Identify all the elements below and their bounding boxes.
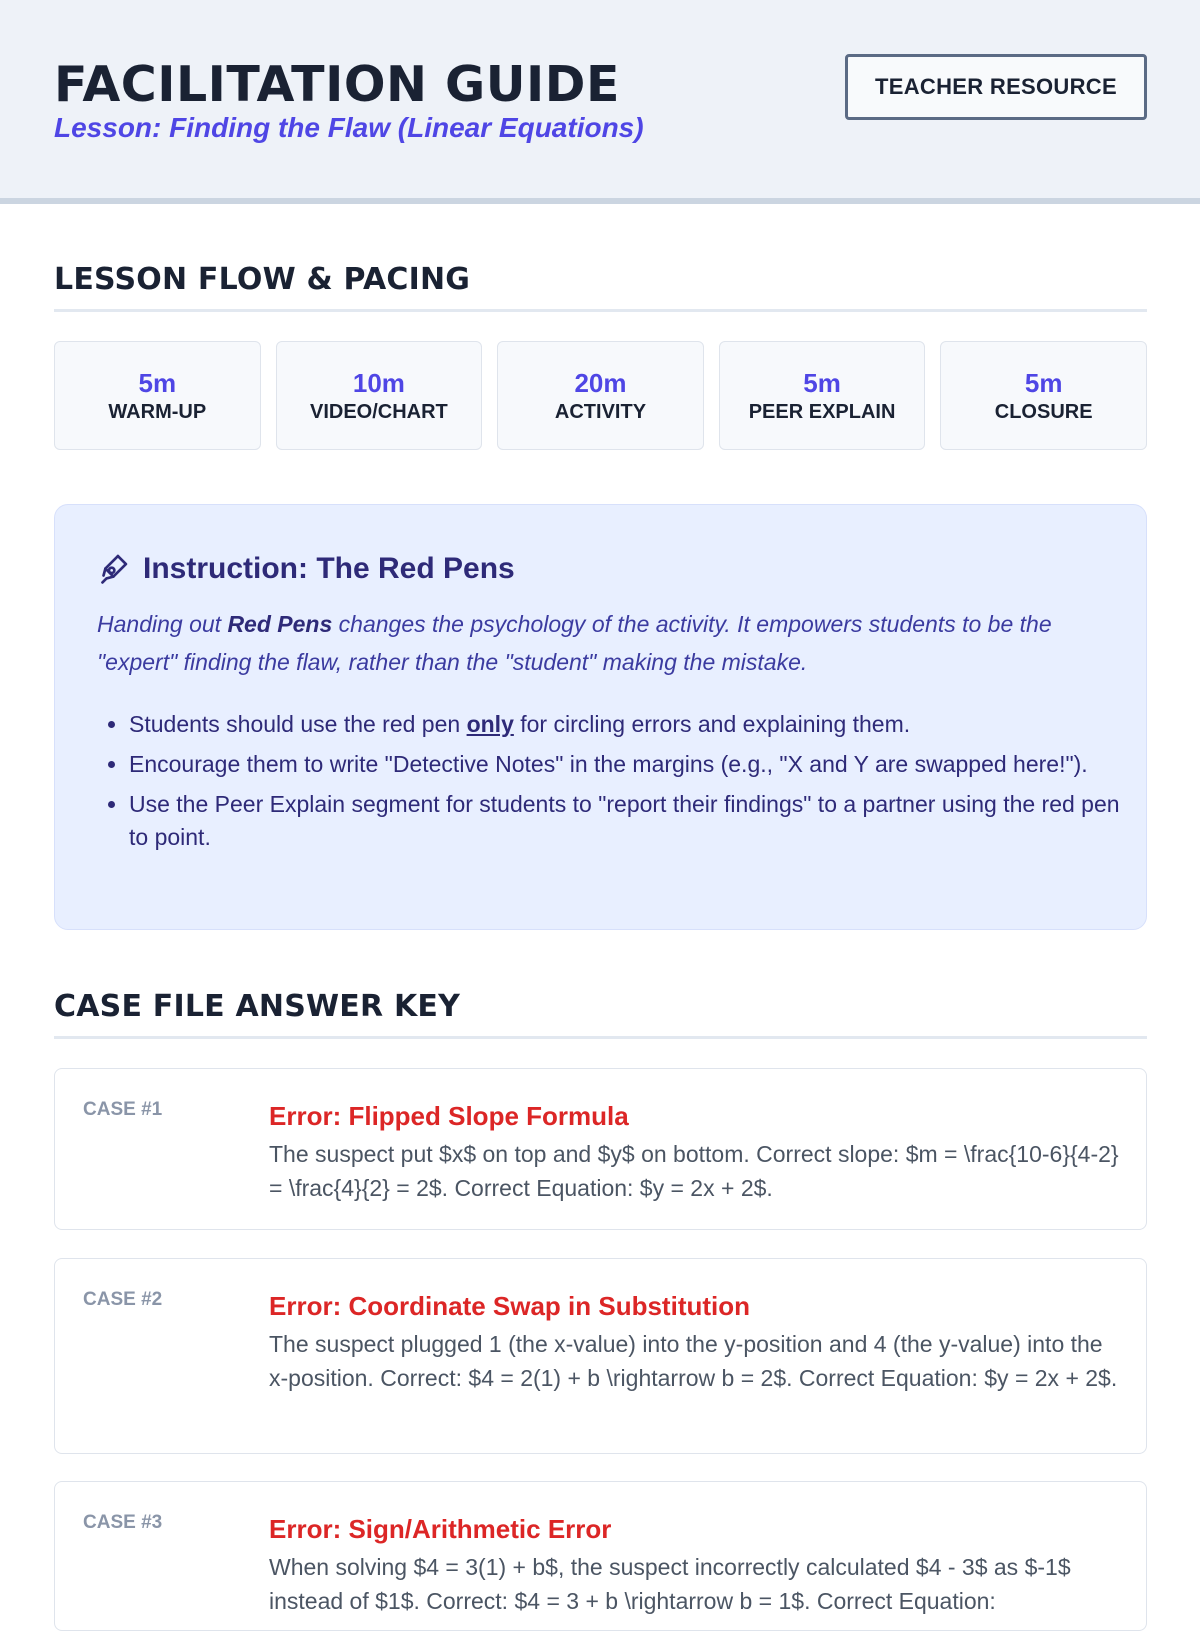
case-number: CASE #3: [83, 1512, 163, 1533]
pace-card-peer-explain: [719, 341, 926, 450]
pace-time: 10m: [352, 368, 405, 398]
pace-time: 5m: [138, 368, 177, 398]
case-explanation: The suspect put $x$ on top and $y$ on bottom. Correct slope: $m = \frac{10-6}{4-2} = \frac{4}{2} = 2$. Correct Equation: $y = 2x + 2$.: [269, 1141, 1119, 1201]
pace-label: CLOSURE: [994, 401, 1093, 423]
case-explanation: When solving $4 = 3(1) + b$, the suspect incorrectly calculated $4 - 3$ as $-1$ instead of $1$. Correct: $4 = 3 + b \rightarrow b = 1$. Correct Equation:: [269, 1554, 1071, 1614]
pace-time: 5m: [1024, 368, 1063, 398]
lesson-subtitle: Lesson: Finding the Flaw (Linear Equations): [54, 112, 644, 143]
list-item: • Students should use the red pen only for circling errors and explaining them.: [129, 708, 1129, 741]
pace-card-warm-up: [54, 341, 261, 450]
only-emphasis: only: [466, 711, 514, 737]
instruction-header: [97, 552, 515, 586]
list-item: • Use the Peer Explain segment for students to "report their findings" to a partner using the red pen to point.: [129, 788, 1129, 854]
pace-card-activity: [497, 341, 704, 450]
pace-label: ACTIVITY: [554, 401, 647, 423]
instruction-title: Instruction: The Red Pens: [143, 552, 515, 585]
pace-label: WARM-UP: [108, 401, 207, 423]
pace-label: VIDEO/CHART: [309, 401, 448, 423]
flow-section-divider: [54, 309, 1147, 312]
case-number: CASE #1: [83, 1099, 163, 1120]
flow-section-title: LESSON FLOW & PACING: [54, 262, 471, 297]
page-title: FACILITATION GUIDE: [54, 56, 620, 113]
red-pens-emphasis: Red Pens: [227, 611, 333, 637]
case-explanation: The suspect plugged 1 (the x-value) into the y-position and 4 (the y-value) into the x-position. Correct: $4 = 2(1) + b \rightarrow b = 2$. Correct Equation: $y = 2x + 2$.: [269, 1331, 1118, 1391]
case-card-2: [54, 1258, 1147, 1454]
answer-key-divider: [54, 1036, 1147, 1039]
case-error-title: Error: Flipped Slope Formula: [269, 1101, 629, 1131]
case-error-title: Error: Sign/Arithmetic Error: [269, 1514, 612, 1544]
pace-time: 5m: [803, 368, 841, 398]
case-number: CASE #2: [83, 1289, 163, 1310]
case-error-title: Error: Coordinate Swap in Substitution: [269, 1291, 750, 1321]
instruction-list: [129, 708, 1129, 861]
list-item: • Encourage them to write "Detective Notes" in the margins (e.g., "X and Y are swapped here!").: [129, 748, 1129, 781]
pace-card-closure: [940, 341, 1147, 450]
instruction-callout: [54, 504, 1147, 930]
case-card-3: [54, 1481, 1147, 1631]
answer-key-title: CASE FILE ANSWER KEY: [54, 989, 461, 1024]
pen-icon: [97, 553, 129, 585]
case-card-1: [54, 1068, 1147, 1230]
pace-time: 20m: [574, 368, 627, 398]
page-header: [0, 0, 1200, 204]
pacing-row: [54, 341, 1147, 450]
instruction-intro: Handing out Red Pens changes the psychology of the activity. It empowers students to be the "expert" finding the flaw, rather than the "student" making the mistake.: [97, 611, 1052, 675]
teacher-resource-badge: TEACHER RESOURCE: [845, 54, 1147, 120]
pace-label: PEER EXPLAIN: [748, 401, 896, 423]
pace-card-video-chart: [276, 341, 483, 450]
